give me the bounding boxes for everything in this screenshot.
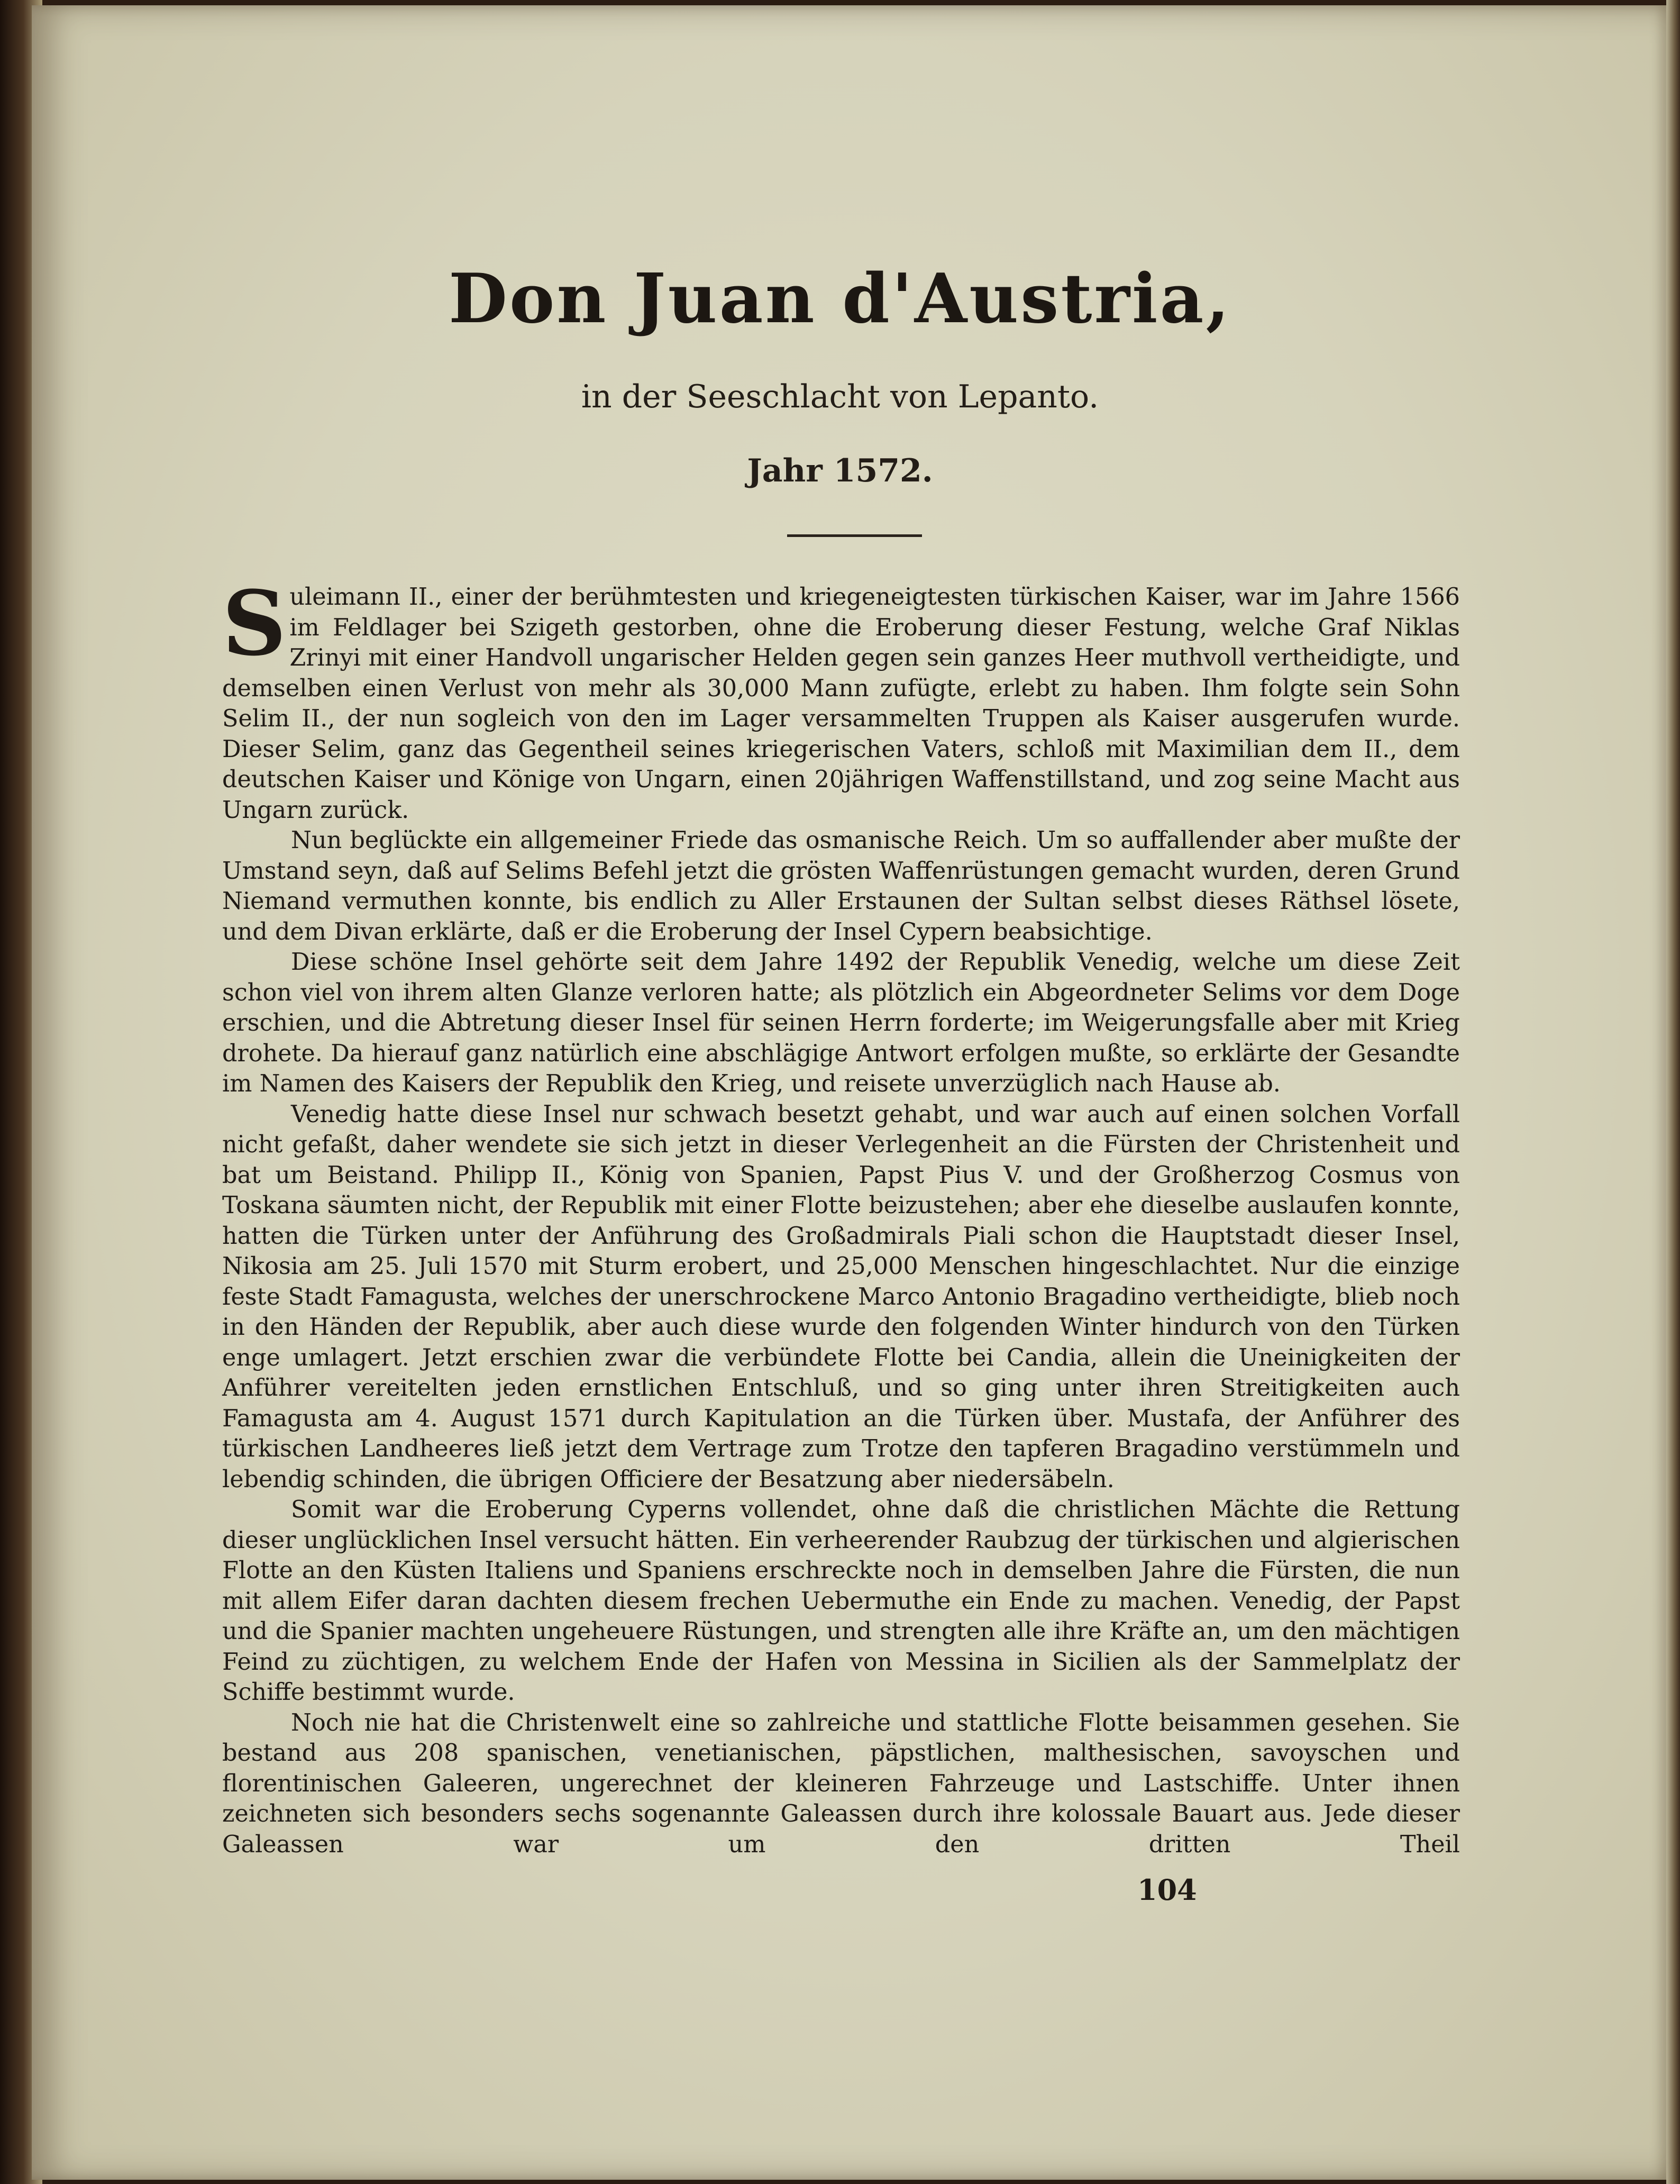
paragraph-1: [222, 571, 1460, 825]
paragraph-text: uleimann II., einer der berühmtesten und kriegeneigtesten türkischen Kaiser, war im Jahre 1566 im Feldlager bei Szigeth gestorben, ohne die Eroberung dieser Festung, welche Graf Niklas Zrinyi mit einer Handvoll ungarischer Helden gegen sein ganzes Heer muthvoll vertheidigte, und demselben einen Verlust von mehr als 30,000 Mann zufügte, erlebt zu haben. Ihm folgte sein Sohn Selim II., der nun sogleich von den im Lager versammelten Truppen als Kaiser ausgerufen wurde. Dieser Selim, ganz das Gegentheil seines kriegerischen Vaters, schloß mit Maximilian dem II., dem deutschen Kaiser und Könige von Ungarn, einen 20jährigen Waffenstillstand, und zog seine Macht aus Ungarn zurück.: [222, 584, 1460, 824]
page-subtitle: in der Seeschlacht von Lepanto.: [581, 378, 1099, 415]
paragraph-2: [222, 825, 1460, 947]
paragraph-6: [222, 1708, 1460, 1860]
paragraph-3: [222, 947, 1460, 1099]
paragraph-4: [222, 1099, 1460, 1495]
title-divider: [787, 534, 922, 537]
paragraph-text: Noch nie hat die Christenwelt eine so zahlreiche und stattliche Flotte beisammen gesehen. Sie bestand aus 208 spanischen, venetianischen, päpstlichen, malthesischen, savoyschen und florentinischen Galeeren, ungerechnet der kleineren Fahrzeuge und Lastschiffe. Unter ihnen zeichneten sich besonders sechs sogenannte Galeassen durch ihre kolossale Bauart aus. Jede dieser Galeassen war um den dritten Theil: [222, 1709, 1460, 1858]
year-heading: Jahr 1572.: [747, 452, 933, 489]
paragraph-text: Diese schöne Insel gehörte seit dem Jahre 1492 der Republik Venedig, welche um diese Zeit schon viel von ihrem alten Glanze verloren hatte; als plötzlich ein Abgeordneter Selims vor dem Doge erschien, und die Abtretung dieser Insel für seinen Herrn forderte; im Weigerungsfalle aber mit Krieg drohete. Da hierauf ganz natürlich eine abschlägige Antwort erfolgen mußte, so erklärte der Gesandte im Namen des Kaisers der Republik den Krieg, und reisete unverzüglich nach Hause ab.: [222, 949, 1460, 1097]
page-title: Don Juan d'Austria,: [449, 259, 1231, 339]
drop-cap: S: [222, 571, 287, 676]
paragraph-text: Venedig hatte diese Insel nur schwach besetzt gehabt, und war auch auf einen solchen Vorfall nicht gefaßt, daher wendete sie sich jetzt in dieser Verlegenheit an die Fürsten der Christenheit und bat um Beistand. Philipp II., König von Spanien, Papst Pius V. und der Großherzog Cosmus von Toskana säumten nicht, der Republik mit einer Flotte beizustehen; aber ehe dieselbe auslaufen konnte, hatten die Türken unter der Anführung des Großadmirals Piali schon die Hauptstadt dieser Insel, Nikosia am 25. Juli 1570 mit Sturm erobert, und 25,000 Menschen hingeschlachtet. Nur die einzige feste Stadt Famagusta, welches der unerschrockene Marco Antonio Bragadino vertheidigte, blieb noch in den Händen der Republik, aber auch diese wurde den folgenden Winter hindurch von den Türken enge umlagert. Jetzt erschien zwar die verbündete Flotte bei Candia, allein die Uneinigkeiten der Anführer vereitelten jeden ernstlichen Entschluß, und so ging unter ihren Streitigkeiten auch Famagusta am 4. August 1571 durch Kapitulation an die Türken über. Mustafa, der Anführer des türkischen Landheeres ließ jetzt dem Vertrage zum Trotze den tapferen Bragadino verstümmeln und lebendig schinden, die übrigen Officiere der Besatzung aber niedersäbeln.: [222, 1100, 1460, 1493]
paragraph-text: Nun beglückte ein allgemeiner Friede das osmanische Reich. Um so auffallender aber mußte der Umstand seyn, daß auf Selims Befehl jetzt die grösten Waffenrüstungen gemacht wurden, deren Grund Niemand vermuthen konnte, bis endlich zu Aller Erstaunen der Sultan selbst dieses Räthsel lösete, und dem Divan erklärte, daß er die Eroberung der Insel Cypern beabsichtige.: [222, 827, 1460, 945]
paragraph-text: Somit war die Eroberung Cyperns vollendet, ohne daß die christlichen Mächte die Rettung dieser unglücklichen Insel versucht hätten. Ein verheerender Raubzug der türkischen und algierischen Flotte an den Küsten Italiens und Spaniens erschreckte noch in demselben Jahre die Fürsten, die nun mit allem Eifer daran dachten diesem frechen Uebermuthe ein Ende zu machen. Venedig, der Papst und die Spanier machten ungeheuere Rüstungen, und strengten alle ihre Kräfte an, um den mächtigen Feind zu züchtigen, zu welchem Ende der Hafen von Messina in Sicilien als der Sammelplatz der Schiffe bestimmt wurde.: [222, 1496, 1460, 1706]
page-number: 104: [1137, 1873, 1197, 1907]
paragraph-5: [222, 1495, 1460, 1708]
article-body: [222, 571, 1460, 1860]
